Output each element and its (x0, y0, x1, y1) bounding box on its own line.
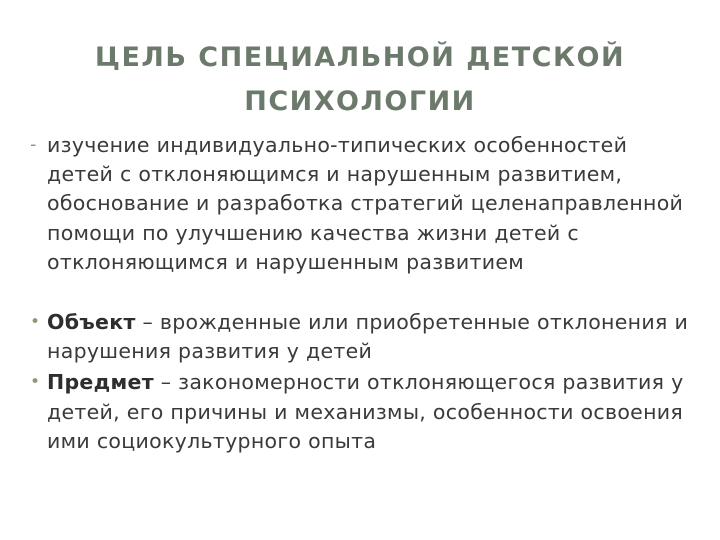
dash-marker: - (30, 134, 37, 155)
goal-text: изучение индивидуально-типических особенностей детей с отклоняющимся и нарушенным развитием, обоснование и разработка стратегий целенаправленной помощи по улучшению качества жизни детей с отклоняющимся и нарушенным развитием (47, 133, 684, 274)
slide-title: ЦЕЛЬ СПЕЦИАЛЬНОЙ ДЕТСКОЙ ПСИХОЛОГИИ (94, 42, 626, 117)
bullet-marker: • (30, 312, 41, 333)
subject-text: – закономерности отклоняющегося развития у детей, его причины и механизмы, особенности освоения ими социокультурного опыта (47, 370, 684, 453)
subject-term: Предмет (47, 370, 154, 395)
list-item-goal (30, 131, 700, 277)
list-item-object (30, 308, 700, 366)
object-text: – врожденные или приобретенные отклонения и нарушения развития у детей (47, 310, 689, 364)
list-item-subject (30, 368, 700, 456)
bullet-marker: • (30, 372, 41, 393)
content-list (30, 131, 700, 456)
object-term: Объект (47, 310, 136, 335)
